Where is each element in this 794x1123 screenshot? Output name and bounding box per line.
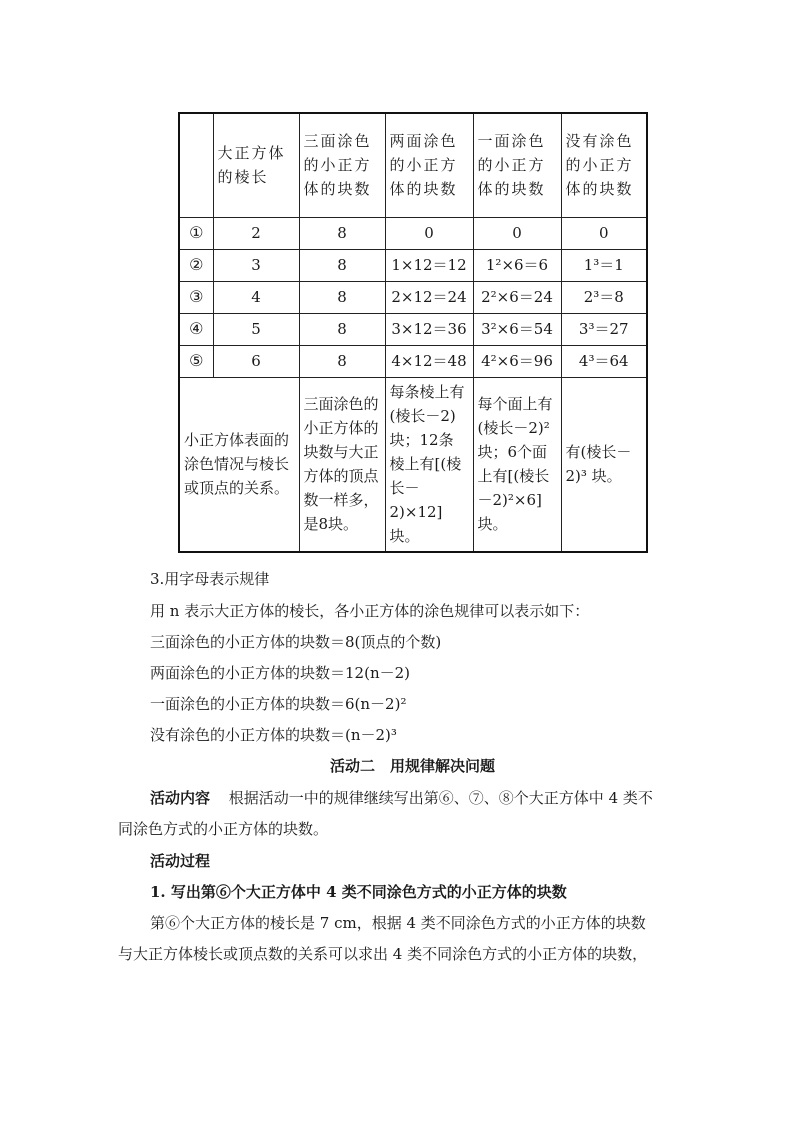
table-cell: 4³＝64 bbox=[561, 345, 647, 377]
table-cell: 8 bbox=[299, 345, 385, 377]
row-index: ③ bbox=[179, 281, 213, 313]
table-cell: 2×12＝24 bbox=[385, 281, 473, 313]
header-cell-one-face: 一面涂色的小正方体的块数 bbox=[473, 113, 561, 217]
formula-line: 没有涂色的小正方体的块数＝(n－2)³ bbox=[150, 726, 397, 744]
table-cell: 8 bbox=[299, 281, 385, 313]
table-cell: 2²×6＝24 bbox=[473, 281, 561, 313]
formula-line: 三面涂色的小正方体的块数＝8(顶点的个数) bbox=[150, 633, 442, 651]
rules-table-container bbox=[178, 112, 646, 553]
table-cell: 8 bbox=[299, 217, 385, 249]
process-label: 活动过程 bbox=[150, 852, 211, 870]
activity-content-continuation: 同涂色方式的小正方体的块数。 bbox=[118, 820, 329, 838]
table-cell: 0 bbox=[385, 217, 473, 249]
row-index: ① bbox=[179, 217, 213, 249]
formula-line: 两面涂色的小正方体的块数＝12(n－2) bbox=[150, 664, 410, 682]
header-cell-three-face: 三面涂色的小正方体的块数 bbox=[299, 113, 385, 217]
header-cell-no-face: 没有涂色的小正方体的块数 bbox=[561, 113, 647, 217]
table-row bbox=[179, 345, 647, 377]
table-row bbox=[179, 313, 647, 345]
section-intro: 用 n 表示大正方体的棱长，各小正方体的涂色规律可以表示如下： bbox=[150, 602, 590, 620]
row-index: ④ bbox=[179, 313, 213, 345]
table-cell: 8 bbox=[299, 249, 385, 281]
table-row bbox=[179, 281, 647, 313]
activity-content-line bbox=[150, 787, 653, 808]
table-cell: 5 bbox=[213, 313, 299, 345]
table-cell: 8 bbox=[299, 313, 385, 345]
header-cell-edge-length: 大正方体的棱长 bbox=[213, 113, 299, 217]
table-cell: 0 bbox=[473, 217, 561, 249]
header-cell-index bbox=[179, 113, 213, 217]
row-index: ⑤ bbox=[179, 345, 213, 377]
summary-label-cell: 小正方体表面的涂色情况与棱长或顶点的关系。 bbox=[179, 377, 299, 552]
summary-one-face-cell: 每个面上有(棱长－2)² 块；6个面上有[(棱长－2)²×6]块。 bbox=[473, 377, 561, 552]
activity-content-text: 根据活动一中的规律继续写出第⑥、⑦、⑧个大正方体中 4 类不 bbox=[228, 789, 653, 807]
table-cell: 4²×6＝96 bbox=[473, 345, 561, 377]
table-cell: 4 bbox=[213, 281, 299, 313]
table-cell: 2 bbox=[213, 217, 299, 249]
table-cell: 3³＝27 bbox=[561, 313, 647, 345]
table-cell: 1³＝1 bbox=[561, 249, 647, 281]
table-cell: 0 bbox=[561, 217, 647, 249]
formula-line: 一面涂色的小正方体的块数＝6(n－2)² bbox=[150, 695, 407, 713]
table-cell: 2³＝8 bbox=[561, 281, 647, 313]
activity-content-label: 活动内容 bbox=[150, 789, 211, 807]
table-cell: 4×12＝48 bbox=[385, 345, 473, 377]
summary-three-face-cell: 三面涂色的小正方体的块数与大正方体的顶点数一样多，是8块。 bbox=[299, 377, 385, 552]
table-cell: 3×12＝36 bbox=[385, 313, 473, 345]
table-header-row bbox=[179, 113, 647, 217]
painted-cube-table bbox=[178, 112, 648, 553]
summary-none-cell: 有(棱长－2)³ 块。 bbox=[561, 377, 647, 552]
step-text: 第⑥个大正方体的棱长是 7 cm，根据 4 类不同涂色方式的小正方体的块数 bbox=[150, 914, 646, 932]
step-title: 1. 写出第⑥个大正方体中 4 类不同涂色方式的小正方体的块数 bbox=[150, 883, 567, 901]
table-cell: 6 bbox=[213, 345, 299, 377]
header-cell-two-face: 两面涂色的小正方体的块数 bbox=[385, 113, 473, 217]
table-summary-row bbox=[179, 377, 647, 552]
activity-title: 活动二 用规律解决问题 bbox=[330, 757, 496, 775]
table-row bbox=[179, 249, 647, 281]
summary-two-face-cell: 每条棱上有(棱长－2)块；12条棱上有[(棱长－2)×12]块。 bbox=[385, 377, 473, 552]
table-cell: 1²×6＝6 bbox=[473, 249, 561, 281]
step-text-continuation: 与大正方体棱长或顶点数的关系可以求出 4 类不同涂色方式的小正方体的块数， bbox=[118, 945, 648, 963]
table-cell: 3 bbox=[213, 249, 299, 281]
table-cell: 1×12＝12 bbox=[385, 249, 473, 281]
table-row bbox=[179, 217, 647, 249]
row-index: ② bbox=[179, 249, 213, 281]
section-heading: 3.用字母表示规律 bbox=[150, 570, 270, 588]
table-cell: 3²×6＝54 bbox=[473, 313, 561, 345]
